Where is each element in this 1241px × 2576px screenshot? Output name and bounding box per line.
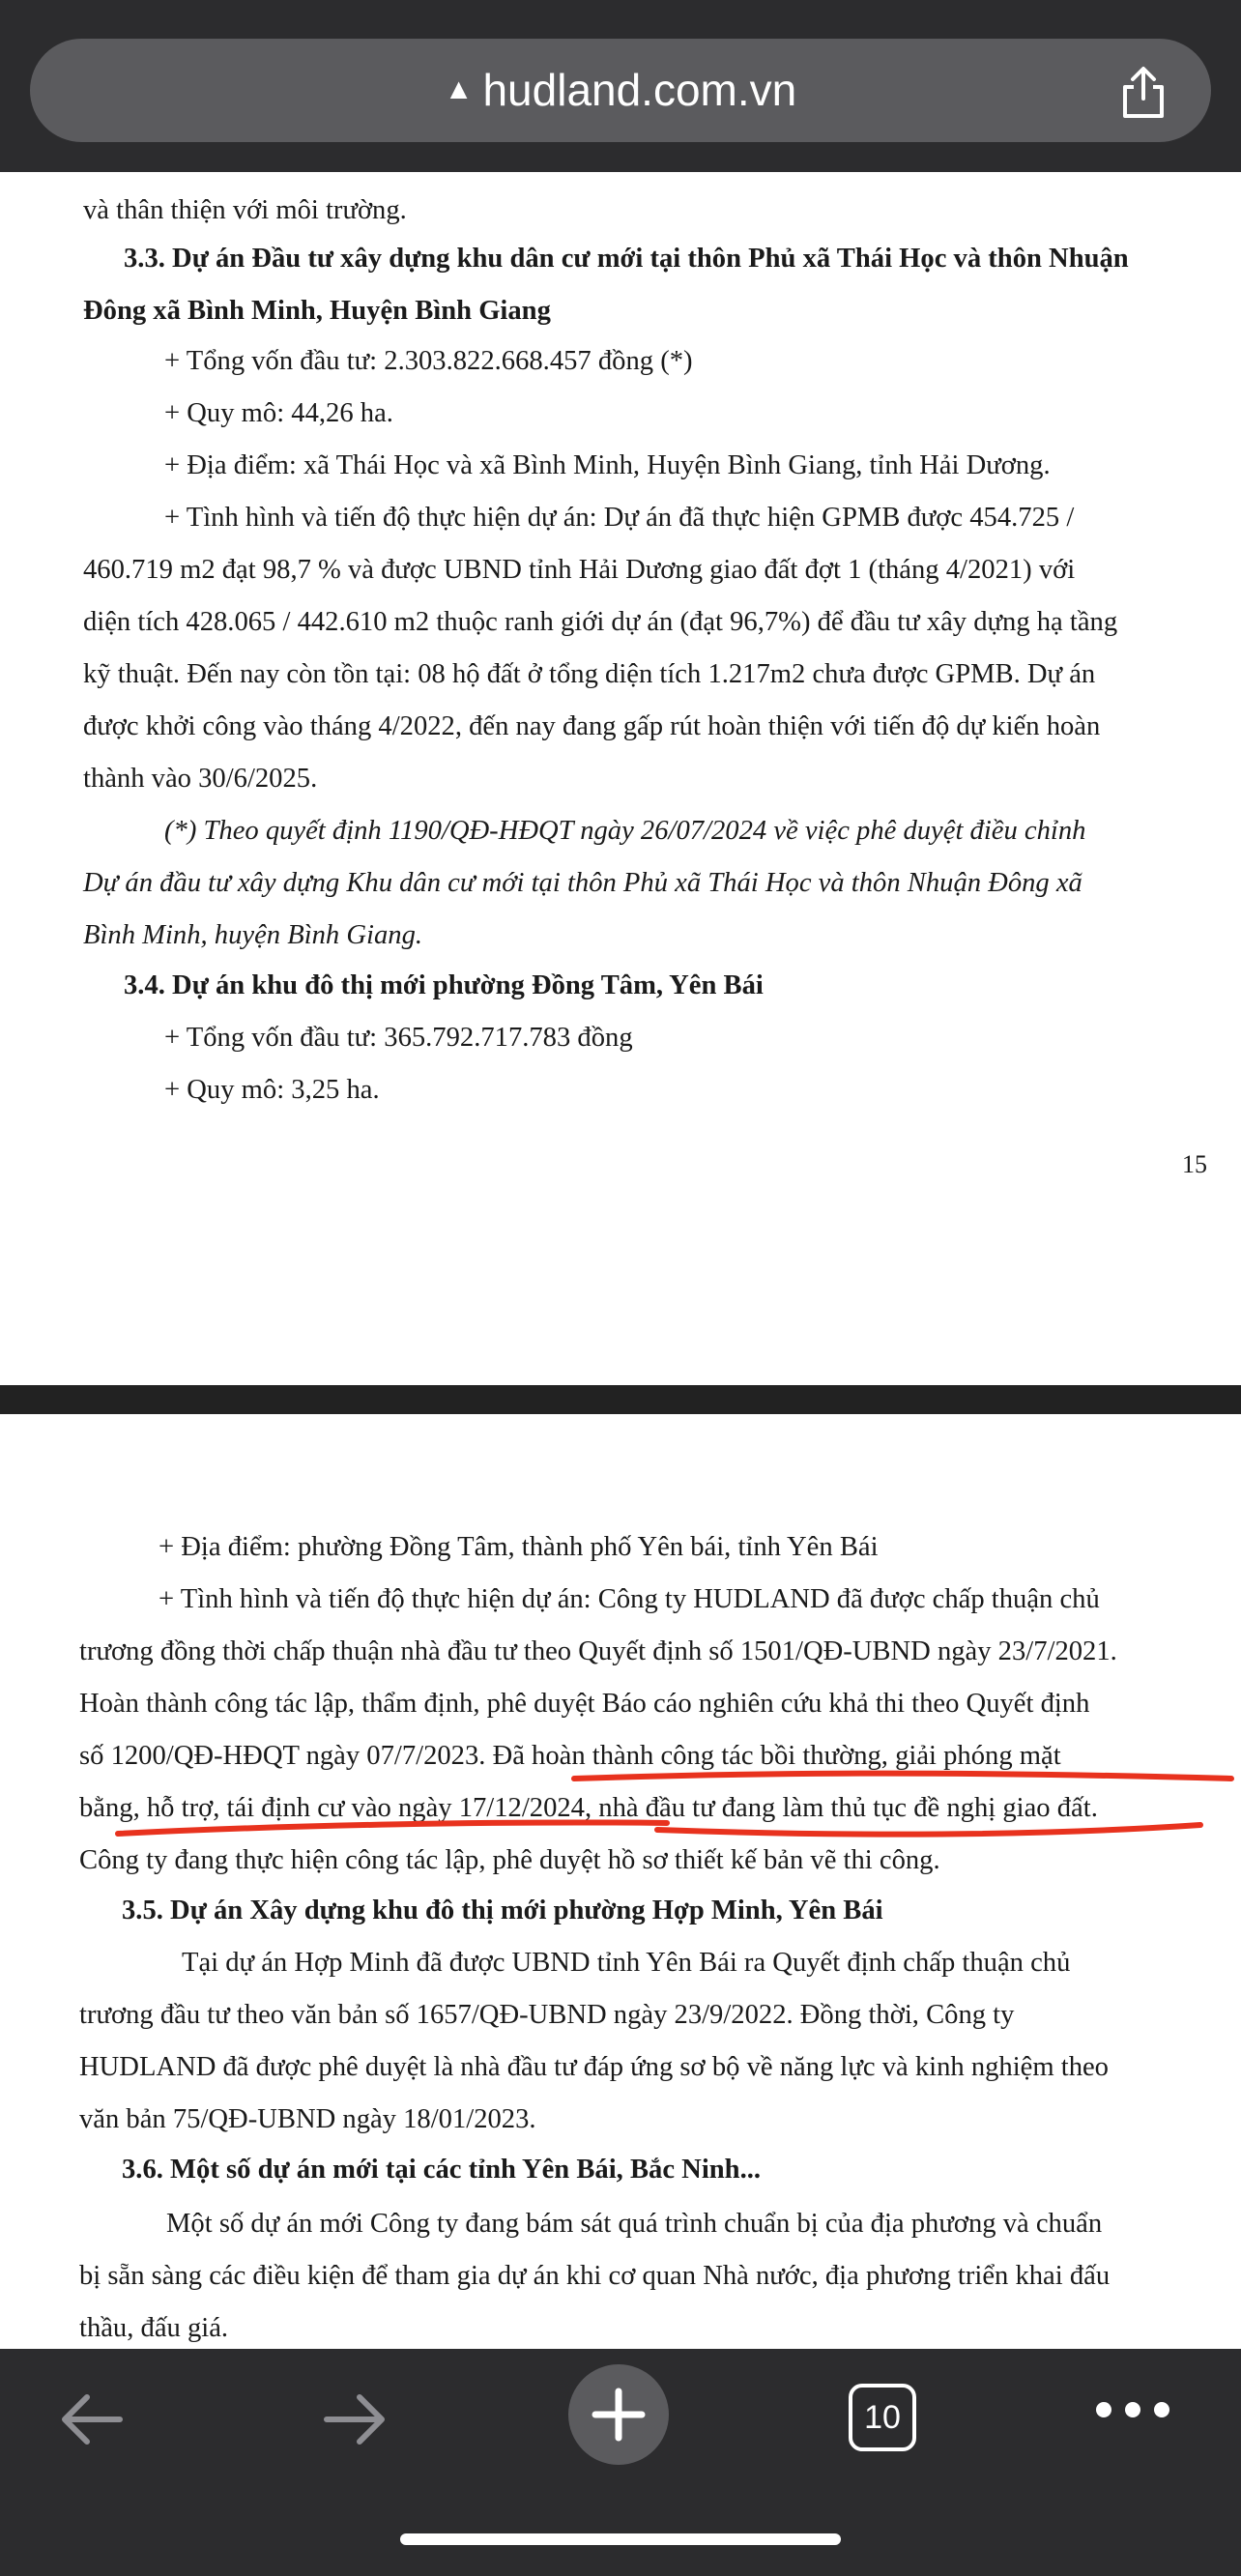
text-line: + Địa điểm: xã Thái Học và xã Bình Minh, Huyện Bình Giang, tỉnh Hải Dương. xyxy=(164,450,1051,480)
text-line: trương đầu tư theo văn bản số 1657/QĐ-UBND ngày 23/9/2022. Đồng thời, Công ty xyxy=(79,2000,1015,2030)
url-text: hudland.com.vn xyxy=(482,65,797,115)
section-heading-3-3: 3.3. Dự án Đầu tư xây dựng khu dân cư mới tại thôn Phủ xã Thái Học và thôn Nhuận xyxy=(124,244,1129,274)
browser-bottom-toolbar xyxy=(0,2349,1241,2576)
text-line: + Tổng vốn đầu tư: 2.303.822.668.457 đồng (*) xyxy=(164,346,693,376)
more-options-icon[interactable] xyxy=(1092,2395,1173,2424)
text-line: bị sẵn sàng các điều kiện để tham gia dự án khi cơ quan Nhà nước, địa phương triển khai đấu xyxy=(79,2261,1111,2291)
forward-arrow-icon[interactable] xyxy=(319,2384,390,2455)
document-page-15 xyxy=(0,172,1241,1385)
text-line: Tại dự án Hợp Minh đã được UBND tỉnh Yên Bái ra Quyết định chấp thuận chủ xyxy=(182,1948,1071,1978)
text-line: + Địa điểm: phường Đồng Tâm, thành phố Yên bái, tỉnh Yên Bái xyxy=(159,1532,879,1562)
page-number: 15 xyxy=(1182,1150,1207,1178)
text-line: HUDLAND đã được phê duyệt là nhà đầu tư đáp ứng sơ bộ về năng lực và kinh nghiệm theo xyxy=(79,2052,1109,2082)
text-line: bằng, hỗ trợ, tái định cư vào ngày 17/12/2024, nhà đầu tư đang làm thủ tục đề nghị giao đất. xyxy=(79,1793,1098,1823)
red-underline-annotation xyxy=(0,1414,1241,2349)
text-line: trương đồng thời chấp thuận nhà đầu tư theo Quyết định số 1501/QĐ-UBND ngày 23/7/2021. xyxy=(79,1636,1117,1666)
warning-icon: ▲ xyxy=(444,73,474,106)
footnote-line: (*) Theo quyết định 1190/QĐ-HĐQT ngày 26/07/2024 về việc phê duyệt điều chỉnh xyxy=(164,816,1086,846)
text-line: Hoàn thành công tác lập, thẩm định, phê duyệt Báo cáo nghiên cứu khả thi theo Quyết định xyxy=(79,1689,1090,1719)
text-line: Công ty đang thực hiện công tác lập, phê duyệt hồ sơ thiết kế bản vẽ thi công. xyxy=(79,1845,940,1875)
text-line: 460.719 m2 đạt 98,7 % và được UBND tỉnh Hải Dương giao đất đợt 1 (tháng 4/2021) với xyxy=(83,555,1076,585)
text-line: kỹ thuật. Đến nay còn tồn tại: 08 hộ đất ở tổng diện tích 1.217m2 chưa được GPMB. Dự án xyxy=(83,659,1096,689)
document-page-16 xyxy=(0,1414,1241,2349)
text-line: + Quy mô: 3,25 ha. xyxy=(164,1075,380,1105)
back-arrow-icon[interactable] xyxy=(56,2384,128,2455)
section-heading-3-3-cont: Đông xã Bình Minh, Huyện Bình Giang xyxy=(83,296,551,326)
text-line: được khởi công vào tháng 4/2022, đến nay đang gấp rút hoàn thiện với tiến độ dự kiến hoàn xyxy=(83,711,1101,741)
text-line: Một số dự án mới Công ty đang bám sát quá trình chuẩn bị của địa phương và chuẩn xyxy=(166,2209,1103,2239)
text-line: số 1200/QĐ-HĐQT ngày 07/7/2023. Đã hoàn thành công tác bồi thường, giải phóng mặt xyxy=(79,1741,1061,1771)
text-line: văn bản 75/QĐ-UBND ngày 18/01/2023. xyxy=(79,2104,536,2134)
text-line: thầu, đấu giá. xyxy=(79,2313,229,2343)
section-heading-3-6: 3.6. Một số dự án mới tại các tỉnh Yên Bái, Bắc Ninh... xyxy=(122,2155,762,2185)
tabs-button[interactable]: 10 xyxy=(849,2384,916,2451)
text-line: + Tình hình và tiến độ thực hiện dự án: Công ty HUDLAND đã được chấp thuận chủ xyxy=(159,1584,1100,1614)
text-line: diện tích 428.065 / 442.610 m2 thuộc ranh giới dự án (đạt 96,7%) để đầu tư xây dựng hạ tầng xyxy=(83,607,1118,637)
home-indicator[interactable] xyxy=(400,2533,841,2545)
browser-top-bar xyxy=(0,0,1241,172)
text-line: + Tổng vốn đầu tư: 365.792.717.783 đồng xyxy=(164,1023,633,1053)
page-divider xyxy=(0,1385,1241,1414)
new-tab-button[interactable] xyxy=(568,2364,669,2465)
text-line: và thân thiện với môi trường. xyxy=(83,195,407,225)
footnote-line: Dự án đầu tư xây dựng Khu dân cư mới tại thôn Phủ xã Thái Học và thôn Nhuận Đông xã xyxy=(83,868,1082,898)
text-line: + Tình hình và tiến độ thực hiện dự án: Dự án đã thực hiện GPMB được 454.725 / xyxy=(164,503,1075,533)
text-line: + Quy mô: 44,26 ha. xyxy=(164,398,393,428)
text-line: thành vào 30/6/2025. xyxy=(83,764,318,794)
address-bar-text[interactable] xyxy=(0,39,1241,142)
plus-icon xyxy=(568,2364,669,2465)
share-icon[interactable] xyxy=(1119,66,1168,120)
footnote-line: Bình Minh, huyện Bình Giang. xyxy=(83,920,423,950)
section-heading-3-4: 3.4. Dự án khu đô thị mới phường Đồng Tâm, Yên Bái xyxy=(124,970,764,1000)
section-heading-3-5: 3.5. Dự án Xây dựng khu đô thị mới phường Hợp Minh, Yên Bái xyxy=(122,1896,883,1925)
